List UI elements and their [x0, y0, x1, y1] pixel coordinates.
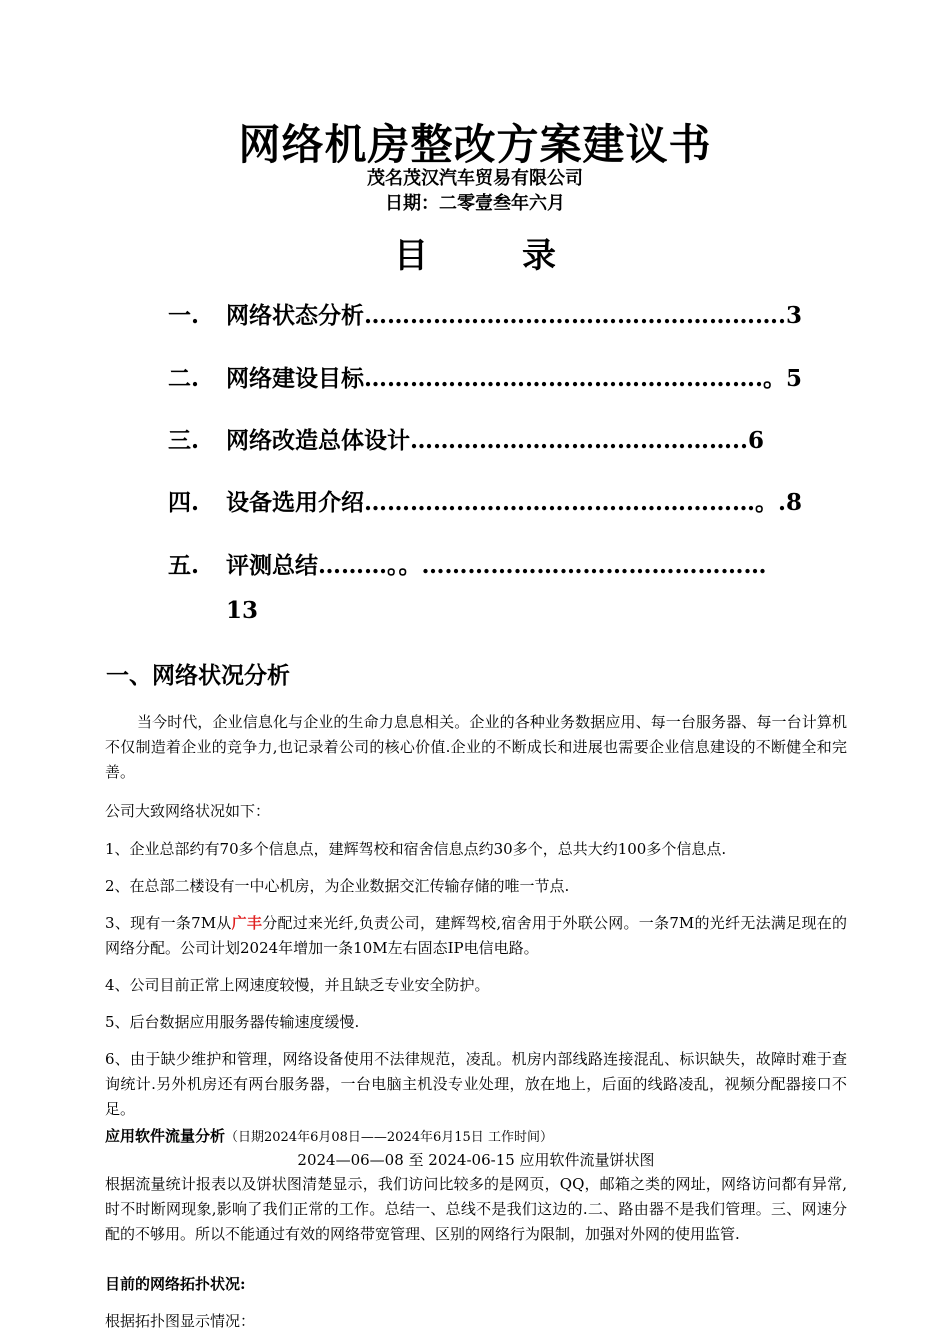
toc-item-5-page: 13	[226, 597, 259, 624]
toc-item-number: 三.	[168, 427, 200, 454]
toc-item-number: 二.	[168, 365, 200, 392]
traffic-paragraph: 根据流量统计报表以及饼状图清楚显示，我们访问比较多的是网页，QQ，邮箱之类的网址，网络访问都有异常,时不时断网现象,影响了我们正常的工作。总结一、总线不是我们这边的.二、路由器不是我们管理。三、网速分配的不够用。所以不能通过有效的网络带宽管理、区别的网络行为限制，加强对外网的使用监管.	[105, 1175, 847, 1243]
list-item-3-part-a: 3、现有一条7M从	[105, 914, 232, 932]
traffic-date-note: （日期2024年6月08日——2024年6月15日 工作时间）	[225, 1130, 553, 1145]
topology-title: 目前的网络拓扑状况:	[105, 1275, 246, 1293]
toc-item-number: 五.	[168, 552, 200, 579]
toc-title: 目 录	[394, 236, 586, 276]
toc-item-label: 网络改造总体设计……………………………………..6	[226, 427, 765, 454]
traffic-analysis-title	[105, 1124, 847, 1150]
intro-paragraph: 当今时代，企业信息化与企业的生命力息息相关。企业的各种业务数据应用、每一台服务器、每一台计算机不仅制造着企业的竞争力,也记录着公司的核心价值.企业的不断成长和进展也需要企业信息建设的不断健全和完善。	[105, 713, 847, 781]
list-item-6: 6、由于缺少维护和管理，网络设备使用不法律规范，凌乱。机房内部线路连接混乱、标识缺失，故障时难于查询统计.另外机房还有两台服务器，一台电脑主机没专业处理，放在地上，后面的线路凌乱，视频分配器接口不足。	[105, 1050, 847, 1118]
toc-item-number: 四.	[168, 489, 200, 516]
toc-item-5[interactable]	[168, 547, 767, 580]
list-item-1: 1、企业总部约有70多个信息点，建辉驾校和宿舍信息点约30多个，总共大约100多个信息点.	[105, 840, 727, 858]
list-item-4: 4、公司目前正常上网速度较慢，并且缺乏专业安全防护。	[105, 976, 490, 994]
chart-caption: 2024—06—08 至 2024-06-15 应用软件流量饼状图	[297, 1151, 655, 1169]
topology-paragraph: 根据拓扑图显示情况：	[105, 1312, 256, 1330]
toc-item-label: 网络状态分析……………………………………………….3	[226, 302, 803, 329]
toc-item-label: 设备选用介绍……………………………………………。.8	[226, 489, 803, 516]
document-title: 网络机房整改方案建议书	[238, 120, 712, 169]
list-item-3	[105, 911, 847, 961]
toc-item-1[interactable]	[168, 297, 802, 330]
list-item-5: 5、后台数据应用服务器传输速度缓慢.	[105, 1013, 360, 1031]
overview-line: 公司大致网络状况如下：	[105, 802, 271, 820]
toc-item-4[interactable]	[168, 484, 802, 517]
section-heading: 一、网络状况分析	[106, 662, 290, 689]
toc-item-2[interactable]	[168, 360, 802, 393]
toc-item-label: 网络建设目标…………………………………………….。5	[226, 365, 803, 392]
document-date: 日期：二零壹叁年六月	[385, 193, 565, 214]
highlighted-location: 广丰	[231, 914, 263, 932]
company-name: 茂名茂汉汽车贸易有限公司	[367, 168, 583, 189]
toc-item-3[interactable]	[168, 422, 764, 455]
toc-item-number: 一.	[168, 302, 200, 329]
list-item-3-part-b: 分配过来光纤,负责公司，建辉驾校,宿舍用于外联公网。一条7M的光纤无法满足现在的网络分配。公司计划2024年增加一条10M左右固态IP电信电路。	[105, 914, 847, 957]
list-item-2: 2、在总部二楼设有一中心机房，为企业数据交汇传输存储的唯一节点.	[105, 877, 570, 895]
traffic-title: 应用软件流量分析	[105, 1127, 226, 1145]
toc-item-label: 评测总结………。。………………………………………	[226, 552, 767, 579]
